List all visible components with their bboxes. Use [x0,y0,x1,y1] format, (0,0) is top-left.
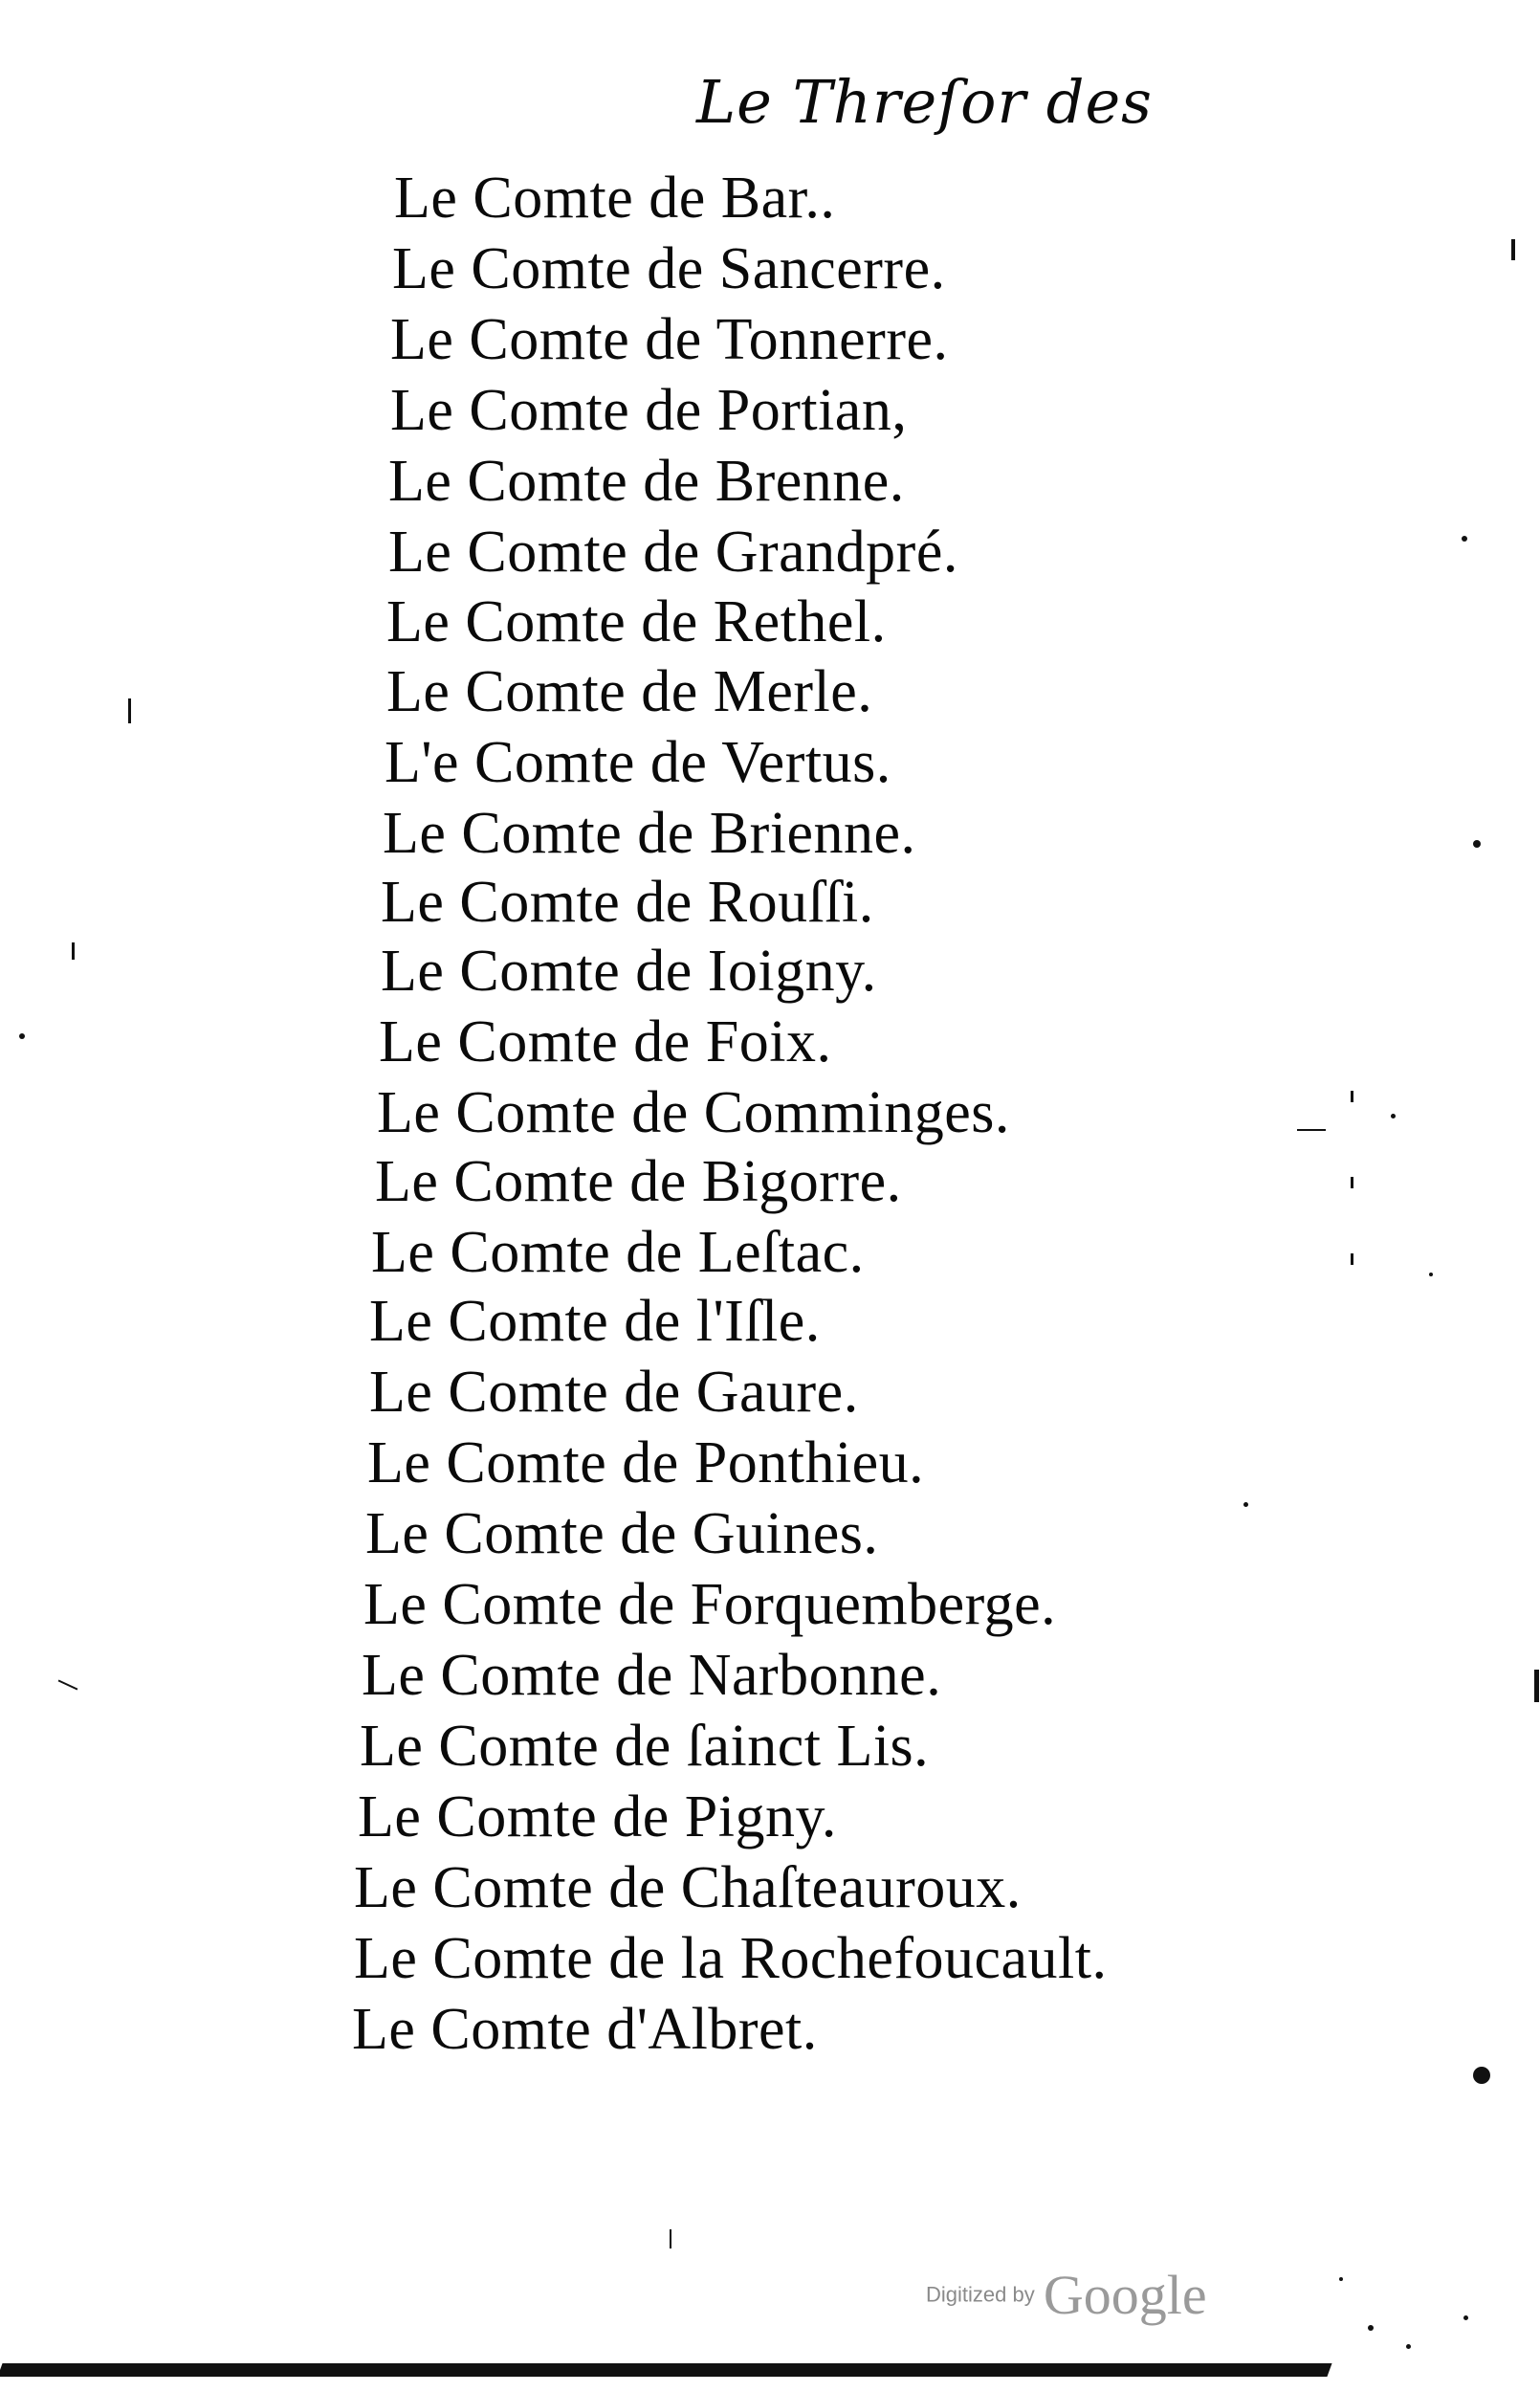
scan-speck [1243,1502,1248,1507]
list-entry: Le Comte de Brienne. [383,801,916,866]
scan-mark [670,2229,671,2248]
list-entry: L'e Comte de Vertus. [385,730,891,795]
scan-speck [1473,2067,1490,2084]
scan-speck [19,1033,25,1039]
scan-speck [1391,1114,1396,1118]
list-entry: Le Comte de Bar.. [394,166,836,231]
list-entry: Le Comte de Tonnerre. [390,307,949,372]
list-entry: Le Comte de ſainct Lis. [360,1714,930,1779]
list-entry: Le Comte de Ponthieu. [367,1430,925,1495]
scan-speck [1473,840,1481,848]
list-entry: Le Comte de Bigorre. [375,1149,902,1214]
scan-speck [1368,2325,1374,2331]
list-entry: Le Comte de Narbonne. [362,1643,942,1708]
running-head: Le Threſor des [696,67,1154,137]
list-entry: Le Comte de Grandpré. [388,520,958,585]
list-entry: Le Comte de Comminges. [377,1080,1010,1145]
list-entry: Le Comte de la Rochefoucault. [354,1926,1108,1991]
google-logo: Google [1043,2264,1207,2326]
scan-mark [1511,239,1515,260]
scan-mark [1351,1253,1353,1265]
list-entry: Le Comte de Rouſſi. [381,870,874,935]
list-entry: Le Comte de Rethel. [386,589,887,654]
page-edge-shadow [0,2363,1332,2377]
scan-mark [1534,1670,1539,1702]
scan-mark [72,942,75,960]
scan-mark [1297,1129,1326,1131]
scan-speck [1406,2344,1411,2349]
list-entry: Le Comte de Sancerre. [392,236,946,301]
list-entry: Le Comte de Chaſteauroux. [354,1855,1022,1920]
watermark-prefix: Digitized by [926,2282,1035,2307]
scan-speck [1463,2315,1468,2320]
scan-speck [1462,536,1467,542]
list-entry: Le Comte de Pigny. [358,1784,837,1849]
list-entry: Le Comte de Brenne. [388,449,905,514]
scan-speck [1339,2277,1343,2281]
list-entry: Le Comte de Portian, [390,378,908,443]
scan-speck [1429,1273,1433,1276]
list-entry: Le Comte de Merle. [386,659,873,724]
list-entry: Le Comte de Leſtac. [371,1220,865,1285]
list-entry: Le Comte de Forquemberge. [363,1572,1057,1637]
digitized-watermark [926,2263,1207,2327]
list-entry: Le Comte d'Albret. [352,1997,818,2062]
list-entry: Le Comte de l'Iſle. [369,1289,821,1354]
list-entry: Le Comte de Gaure. [369,1360,859,1425]
scan-mark [1351,1091,1353,1102]
list-entry: Le Comte de Foix. [379,1009,832,1074]
list-entry: Le Comte de Ioigny. [381,939,877,1004]
scan-mark [1351,1177,1353,1188]
scan-mark [128,698,131,723]
list-entry: Le Comte de Guines. [365,1501,879,1566]
